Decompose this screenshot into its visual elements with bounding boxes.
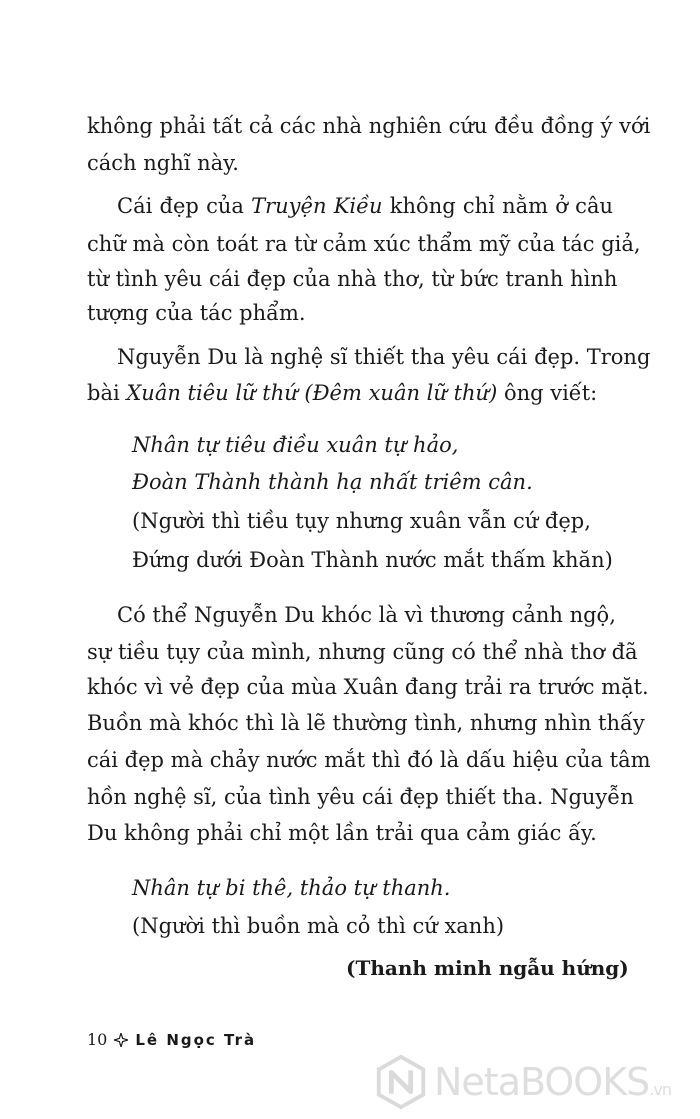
para2-line4: tượng của tác phẩm. xyxy=(87,301,306,325)
para4-line4: Buồn mà khóc thì là lẽ thường tình, nhưng nhìn thấy xyxy=(87,711,645,735)
netabooks-watermark xyxy=(372,1053,671,1111)
para4-line6: hồn nghệ sĩ, của tình yêu cái đẹp thiết tha. Nguyễn xyxy=(87,785,634,809)
page-number: 10 xyxy=(87,1030,108,1049)
poem1-line4: Đứng dưới Đoàn Thành nước mắt thấm khăn) xyxy=(132,548,613,572)
book-title-truyen-kieu: Truyện Kiều xyxy=(251,194,383,218)
para4-line5: cái đẹp mà chảy nước mắt thì đó là dấu hiệu của tâm xyxy=(87,748,651,772)
page-footer xyxy=(87,1030,256,1050)
watermark-suffix: .vn xyxy=(649,1080,671,1099)
para4-line1: Có thể Nguyễn Du khóc là vì thương cảnh ngộ, xyxy=(117,603,616,627)
four-point-star-icon xyxy=(114,1033,128,1047)
para4-line2: sự tiều tụy của mình, nhưng cũng có thể nhà thơ đã xyxy=(87,640,638,664)
poem2-attribution: (Thanh minh ngẫu hứng) xyxy=(346,956,629,980)
para1-line2: cách nghĩ này. xyxy=(87,151,239,175)
para1-line1: không phải tất cả các nhà nghiên cứu đều đồng ý với xyxy=(87,114,651,138)
para4-line7: Du không phải chỉ một lần trải qua cảm giác ấy. xyxy=(87,821,597,845)
poem1-line3: (Người thì tiều tụy nhưng xuân vẫn cứ đẹp, xyxy=(132,509,591,533)
para3-text: bài xyxy=(87,381,127,405)
poem1-line2: Đoàn Thành thành hạ nhất triêm cân. xyxy=(132,470,533,494)
para3-line2 xyxy=(87,378,613,408)
para4-line3: khóc vì vẻ đẹp của mùa Xuân đang trải ra trước mặt. xyxy=(87,675,649,699)
poem1-line1: Nhân tự tiêu điều xuân tự hảo, xyxy=(132,433,459,457)
para2-line2: chữ mà còn toát ra từ cảm xúc thẩm mỹ của tác giả, xyxy=(87,232,641,256)
author-name: Lê Ngọc Trà xyxy=(135,1031,257,1049)
para2-line3: từ tình yêu cái đẹp của nhà thơ, từ bức tranh hình xyxy=(87,267,618,291)
para2-text: Cái đẹp của xyxy=(117,194,252,218)
para2-line1 xyxy=(117,191,613,221)
watermark-brand xyxy=(434,1060,671,1104)
para2-text: không chỉ nằm ở câu xyxy=(382,194,613,218)
watermark-brand-text: NetaBOOKS xyxy=(434,1060,650,1104)
para3-line1: Nguyễn Du là nghệ sĩ thiết tha yêu cái đẹp. Trong xyxy=(117,345,651,369)
para3-text: ông viết: xyxy=(497,381,598,405)
poem2-line1: Nhân tự bi thê, thảo tự thanh. xyxy=(132,876,451,900)
poem-title-xuan-tieu: Xuân tiêu lữ thứ (Đêm xuân lữ thứ) xyxy=(126,381,498,405)
neta-n-logo-icon xyxy=(372,1053,430,1111)
poem2-line2: (Người thì buồn mà cỏ thì cứ xanh) xyxy=(132,914,505,938)
